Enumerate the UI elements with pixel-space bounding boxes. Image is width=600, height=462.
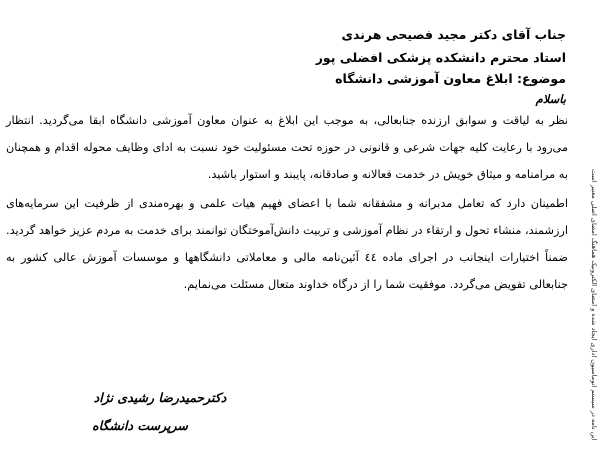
greeting-line: باسلام	[535, 92, 566, 106]
position-line: استاد محترم دانشکده پزشکی افضلی پور	[315, 50, 566, 65]
side-note: این نامه در سیستم اتوماسیون اداری ایجاد شده و امضای الکترونیک هماهنگ امضای اصلی معتبر است	[590, 168, 598, 440]
body-paragraph-2: اطمینان دارد که تعامل مدبرانه و مشفقانه شما با اعضای فهیم هیات علمی و بهره‌مندی از ظرفیت این سرمایه‌های ارزشمند، منشاء تحول و ارتقاء در نظام آموزشی و تربیت دانش‌آموختگان توانمند برای خدمت به مردم عزیز خواهد گردید. ضمناً اختیارات اینجانب در اجرای ماده ٤٤ آئین‌نامه مالی و معاملاتی دانشگاهها و موسسات آموزش عالی کشور به جنابعالی تفویض می‌گردد. موفقیت شما را از درگاه خداوند متعال مسئلت می‌نمایم.	[6, 197, 568, 291]
signatory-name: دکترحمیدرضا رشیدی نژاد	[93, 390, 227, 405]
subject-line: موضوع: ابلاغ معاون آموزشی دانشگاه	[335, 71, 566, 86]
signature-block	[60, 388, 260, 436]
recipient-line: جناب آقای دکتر مجید فصیحی هرندی	[341, 27, 566, 42]
body-paragraph-1: نظر به لیاقت و سوابق ارزنده جنابعالی، به موجب این ابلاغ به عنوان معاون آموزشی دانشگاه ابقا می‌گردید. انتظار می‌رود با رعایت کلیه جهات شرعی و قانونی در حوزه تحت مسئولیت خود نسبت به ادای وظایف محوله اقدام و همچنان به مرامنامه و میثاق خویش در خدمت فعالانه و صادقانه، پایبند و استوار باشید.	[6, 114, 568, 181]
signatory-title: سرپرست دانشگاه	[92, 418, 188, 433]
letter-content	[6, 4, 568, 298]
